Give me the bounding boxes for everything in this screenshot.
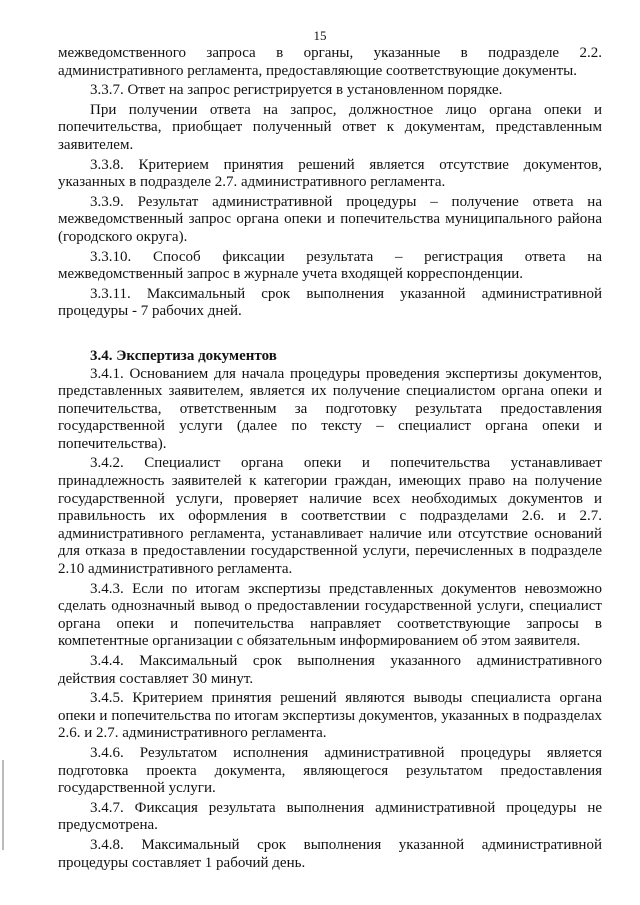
page-number: 15 [313, 28, 327, 43]
paragraph: 3.4.3. Если по итогам экспертизы представленных документов невозможно сделать однозначный вывод о предоставлении государственной услуги, специалист органа опеки и попечительства направляет соответствующие запросы в компетентные организации с обязательным информированием об этом заявителя. [58, 580, 602, 650]
paragraph: 3.3.10. Способ фиксации результата – регистрация ответа на межведомственный запрос в журнале учета входящей корреспонденции. [58, 248, 602, 283]
paragraph: При получении ответа на запрос, должностное лицо органа опеки и попечительства, приобщает полученный ответ к документам, представленным заявителем. [58, 101, 602, 153]
section-title: 3.4. Экспертиза документов [90, 347, 277, 364]
paragraph: 3.4.8. Максимальный срок выполнения указанной административной процедуры составляет 1 рабочий день. [58, 836, 602, 871]
paragraph: 3.3.9. Результат административной процедуры – получение ответа на межведомственный запрос органа опеки и попечительства муниципального района (городского округа). [58, 193, 602, 245]
paragraph: межведомственного запроса в органы, указанные в подразделе 2.2. административного регламента, предоставляющие соответствующие документы. [58, 45, 602, 79]
paragraph: 3.4.6. Результатом исполнения административной процедуры является подготовка проекта документа, являющегося результатом предоставления государственной услуги. [58, 744, 602, 797]
paragraph: 3.4.7. Фиксация результата выполнения административной процедуры не предусмотрена. [58, 799, 602, 834]
paragraph: 3.4.5. Критерием принятия решений являются выводы специалиста органа опеки и попечительства по итогам экспертизы документов, указанных в подразделах 2.6. и 2.7. административного регламента. [58, 690, 602, 742]
paragraph: 3.4.2. Специалист органа опеки и попечительства устанавливает принадлежность заявителей к категории граждан, имеющих право на получение государственной услуги, проверяет наличие всех необходимых документов и правильность их оформления в соответствии с подразделами 2.6. и 2.7. административного регламента, устанавливает наличие или отсутствие оснований для отказа в предоставлении государственной услуги, перечисленных в подразделе 2.10 административного регламента. [58, 455, 602, 578]
scan-edge-mark [2, 760, 4, 850]
paragraph: 3.4.1. Основанием для начала процедуры проведения экспертизы документов, представленных заявителем, является их получение специалистом органа опеки и попечительства, ответственным за подготовку результата предоставления государственной услуги (далее по тексту – специалист органа опеки и попечительства). [58, 365, 602, 452]
paragraph: 3.3.7. Ответ на запрос регистрируется в установленном порядке. [90, 82, 503, 99]
paragraph: 3.4.4. Максимальный срок выполнения указанного административного действия составляет 30 минут. [58, 653, 602, 687]
paragraph: 3.3.8. Критерием принятия решений является отсутствие документов, указанных в подразделе 2.7. административного регламента. [58, 156, 602, 191]
document-body [58, 45, 602, 874]
paragraph: 3.3.11. Максимальный срок выполнения указанной административной процедуры - 7 рабочих дней. [58, 285, 602, 320]
